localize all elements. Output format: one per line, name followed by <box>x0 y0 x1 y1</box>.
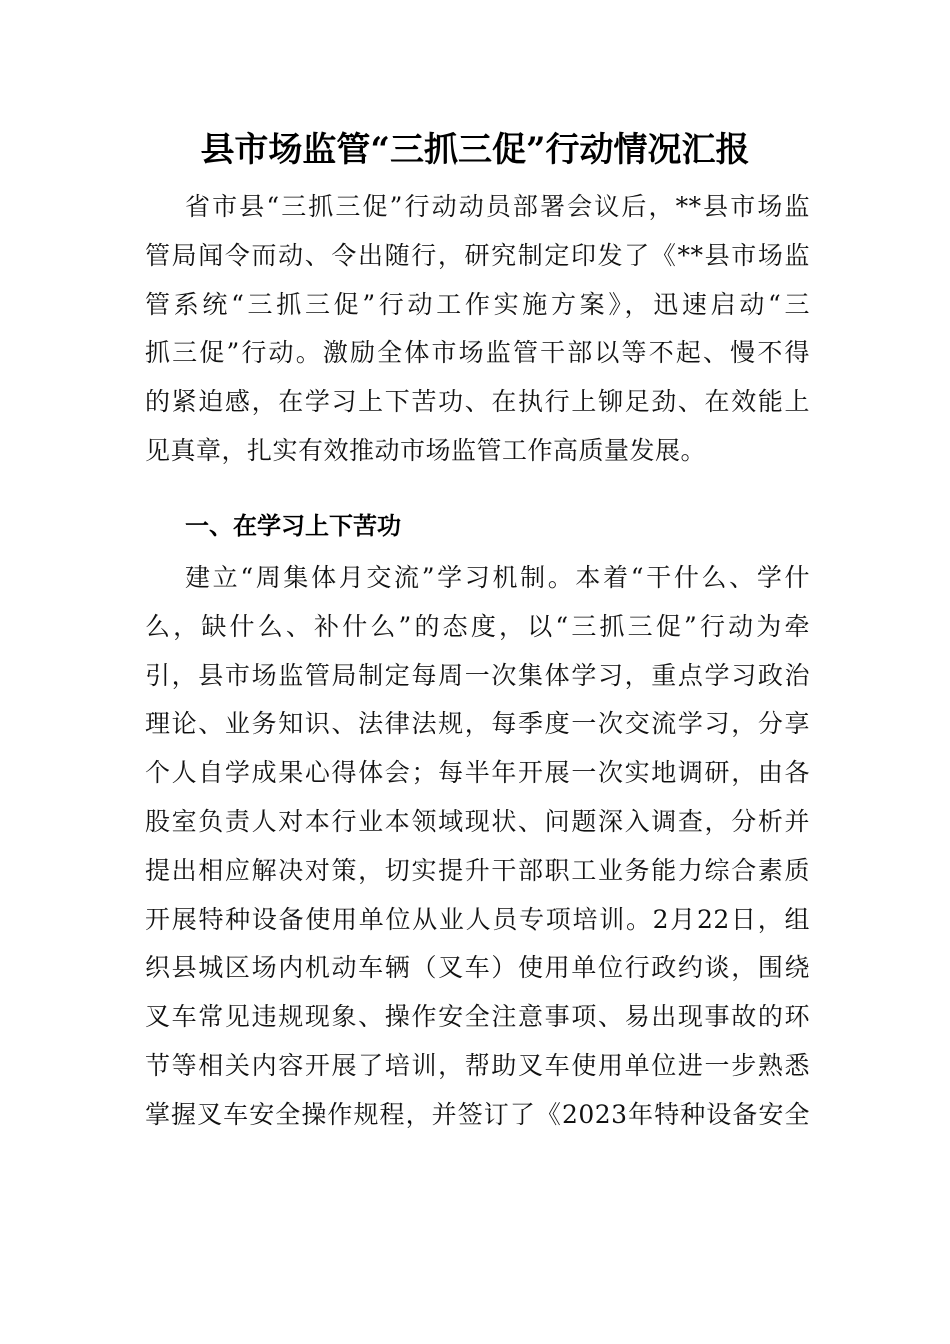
text-line: 股室负责人对本行业本领域现状、问题深入调查，分析并 <box>145 806 810 836</box>
text-line: 省市县“三抓三促”行动动员部署会议后，**县市场监 <box>185 192 810 221</box>
text-line: 么，缺什么、补什么”的态度，以“三抓三促”行动为牵 <box>145 611 810 641</box>
text-line: 掌握叉车安全操作规程，并签订了《2023年特种设备安全 <box>145 1099 810 1129</box>
text-line: 织县城区场内机动车辆（叉车）使用单位行政约谈，围绕 <box>145 953 810 983</box>
document-title: 县市场监管“三抓三促”行动情况汇报 <box>200 130 750 170</box>
intro-paragraph <box>145 183 810 476</box>
text-line: 节等相关内容开展了培训，帮助叉车使用单位进一步熟悉 <box>145 1050 810 1080</box>
text-line: 个人自学成果心得体会；每半年开展一次实地调研，由各 <box>145 758 810 788</box>
text-line: 管局闻令而动、令出随行，研究制定印发了《**县市场监 <box>145 240 810 270</box>
text-line: 叉车常见违规现象、操作安全注意事项、易出现事故的环 <box>145 1002 810 1032</box>
section-paragraph <box>145 554 810 1140</box>
text-line: 建立“周集体月交流”学习机制。本着“干什么、学什 <box>185 563 810 592</box>
text-line: 管系统“三抓三促”行动工作实施方案》，迅速启动“三 <box>145 289 810 319</box>
text-line: 见真章，扎实有效推动市场监管工作高质量发展。 <box>145 435 707 465</box>
section-heading: 一、在学习上下苦功 <box>185 512 401 540</box>
text-line: 开展特种设备使用单位从业人员专项培训。2月22日，组 <box>145 904 810 934</box>
text-line: 提出相应解决对策，切实提升干部职工业务能力综合素质 <box>145 855 810 885</box>
text-line: 理论、业务知识、法律法规，每季度一次交流学习，分享 <box>145 709 810 739</box>
text-line: 引，县市场监管局制定每周一次集体学习，重点学习政治 <box>145 660 810 690</box>
text-line: 的紧迫感，在学习上下苦功、在执行上铆足劲、在效能上 <box>145 387 810 417</box>
text-line: 抓三促”行动。激励全体市场监管干部以等不起、慢不得 <box>145 338 810 368</box>
